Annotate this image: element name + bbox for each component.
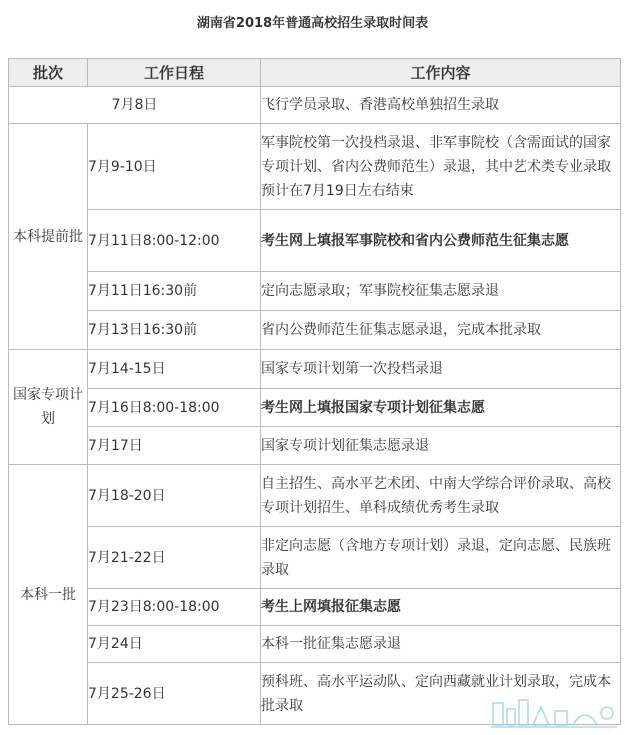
date-cell: 7月17日 (88, 427, 261, 465)
admission-schedule-table (8, 58, 621, 725)
watermark-logo (489, 697, 619, 731)
content-cell: 省内公费师范生征集志愿录退，完成本批录取 (261, 311, 621, 350)
table-row (9, 311, 621, 350)
content-cell: 自主招生、高水平艺术团、中南大学综合评价录取、高校专项计划招生、单科成绩优秀考生录取 (261, 465, 621, 527)
batch-cell: 本科一批 (9, 465, 88, 725)
table-row (9, 124, 621, 210)
header-schedule: 工作日程 (88, 59, 261, 87)
date-cell: 7月23日8:00-18:00 (88, 589, 261, 626)
date-cell: 7月11日16:30前 (88, 272, 261, 311)
content-cell: 考生网上填报国家专项计划征集志愿 (261, 389, 621, 427)
date-cell: 7月16日8:00-18:00 (88, 389, 261, 427)
content-cell: 预科班、高水平运动队、定向西藏就业计划录取，完成本批录取 (261, 663, 621, 725)
content-cell: 飞行学员录取、香港高校单独招生录取 (261, 87, 621, 124)
table-row (9, 527, 621, 589)
table-row (9, 87, 621, 124)
content-cell: 国家专项计划征集志愿录退 (261, 427, 621, 465)
date-cell: 7月21-22日 (88, 527, 261, 589)
content-cell: 定向志愿录取；军事院校征集志愿录退 (261, 272, 621, 311)
date-cell: 7月13日16:30前 (88, 311, 261, 350)
date-cell: 7月8日 (9, 87, 261, 124)
table-row (9, 272, 621, 311)
batch-cell: 本科提前批 (9, 124, 88, 350)
content-cell: 国家专项计划第一次投档录退 (261, 350, 621, 389)
table-row (9, 465, 621, 527)
date-cell: 7月24日 (88, 626, 261, 663)
date-cell: 7月14-15日 (88, 350, 261, 389)
date-cell: 7月18-20日 (88, 465, 261, 527)
page-title: 湖南省2018年普通高校招生录取时间表 (196, 16, 429, 31)
batch-cell: 国家专项计划 (9, 350, 88, 465)
table-row (9, 626, 621, 663)
content-cell: 本科一批征集志愿录退 (261, 626, 621, 663)
table-row (9, 350, 621, 389)
table-row (9, 589, 621, 626)
content-cell: 非定向志愿（含地方专项计划）录退，定向志愿、民族班录取 (261, 527, 621, 589)
date-cell: 7月11日8:00-12:00 (88, 210, 261, 272)
table-row (9, 210, 621, 272)
content-cell: 考生上网填报征集志愿 (261, 589, 621, 626)
content-cell: 考生网上填报军事院校和省内公费师范生征集志愿 (261, 210, 621, 272)
table-row (9, 427, 621, 465)
date-cell: 7月25-26日 (88, 663, 261, 725)
header-row (9, 59, 621, 87)
date-cell: 7月9-10日 (88, 124, 261, 210)
header-batch: 批次 (9, 59, 88, 87)
table-row (9, 389, 621, 427)
header-content: 工作内容 (261, 59, 621, 87)
content-cell: 军事院校第一次投档录退、非军事院校（含需面试的国家专项计划、省内公费师范生）录退，其中艺术类专业录取预计在7月19日左右结束 (261, 124, 621, 210)
